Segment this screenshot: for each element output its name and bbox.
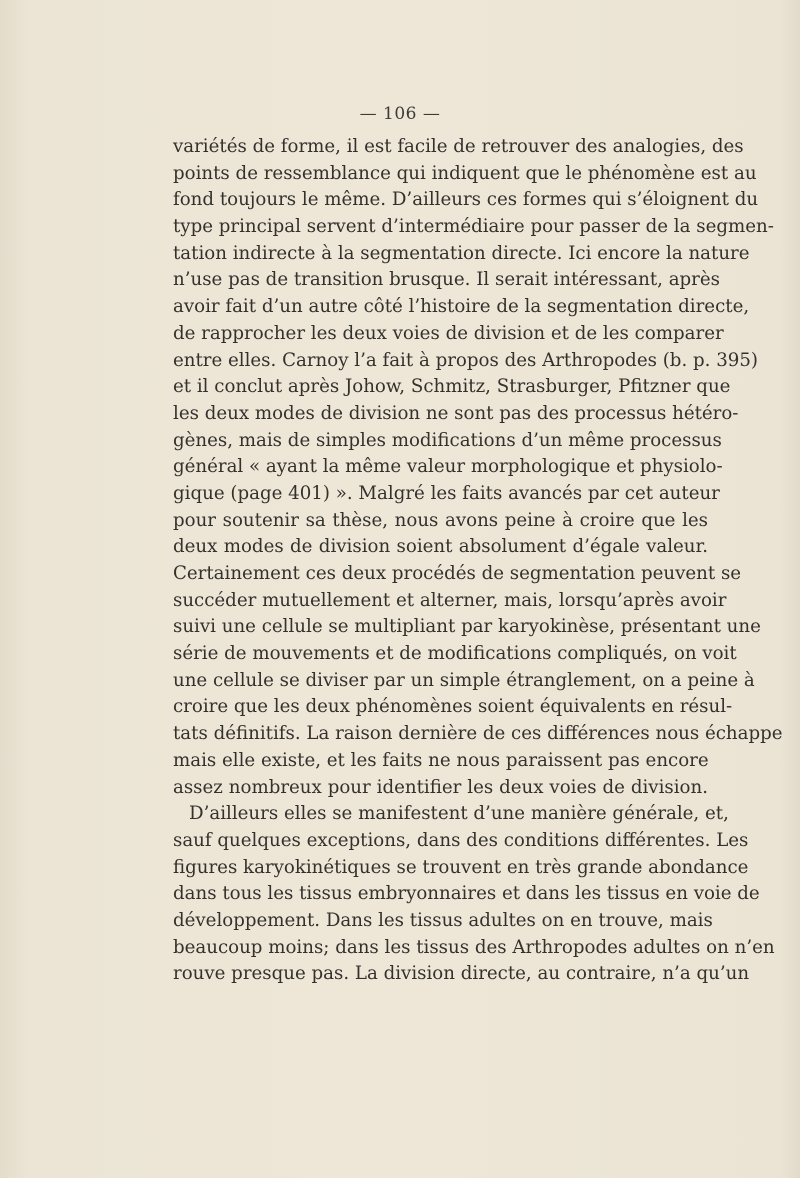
text-line: gènes, mais de simples modifications d’un même processus [173, 429, 722, 451]
text-line: une cellule se diviser par un simple étranglement, on a peine à [173, 669, 755, 691]
text-line: Certainement ces deux procédés de segmentation peuvent se [173, 563, 742, 584]
text-line: croire que les deux phénomènes soient équivalents en résul- [173, 696, 733, 718]
text-line: série de mouvements et de modifications compliqués, on voit [173, 643, 737, 665]
text-line: général « ayant la même valeur morphologique et physiolo- [173, 456, 723, 478]
text-line: et il conclut après Johow, Schmitz, Strasburger, Pfitzner que [173, 376, 731, 398]
text-line: pour soutenir sa thèse, nous avons peine à croire que les [173, 509, 708, 531]
text-line: tation indirecte à la segmentation directe. Ici encore la nature [173, 242, 750, 264]
text-line: succéder mutuellement et alterner, mais, lorsqu’après avoir [173, 589, 727, 611]
text-line: avoir fait d’un autre côté l’histoire de la segmentation directe, [173, 296, 750, 318]
text-line: beaucoup moins; dans les tissus des Arthropodes adultes on n’en [173, 936, 775, 958]
text-line: figures karyokinétiques se trouvent en très grande abondance [173, 856, 749, 878]
text-line: entre elles. Carnoy l’a fait à propos des Arthropodes (b. p. 395) [173, 349, 759, 371]
text-line: de rapprocher les deux voies de division et de les comparer [173, 322, 724, 344]
text-line: fond toujours le même. D’ailleurs ces formes qui s’éloignent du [173, 189, 759, 211]
text-line: gique (page 401) ». Malgré les faits avancés par cet auteur [173, 482, 720, 504]
body-text [173, 134, 783, 988]
text-line: deux modes de division soient absolument d’égale valeur. [173, 536, 708, 558]
text-line: suivi une cellule se multipliant par karyokinèse, présentant une [173, 616, 761, 638]
text-line: sauf quelques exceptions, dans des conditions différentes. Les [173, 829, 749, 851]
text-line: dans tous les tissus embryonnaires et dans les tissus en voie de [173, 883, 760, 905]
text-line: points de ressemblance qui indiquent que le phénomène est au [173, 162, 757, 184]
paragraph-start-line: D’ailleurs elles se manifestent d’une manière générale, et, [189, 803, 729, 825]
text-line: mais elle existe, et les faits ne nous paraissent pas encore [173, 749, 709, 771]
text-line: assez nombreux pour identifier les deux voies de division. [173, 776, 708, 798]
text-line: tats définitifs. La raison dernière de ces différences nous échappe [173, 723, 783, 745]
text-line: variétés de forme, il est facile de retrouver des analogies, des [173, 136, 744, 157]
page-number: — 106 — [359, 104, 441, 124]
text-line: type principal servent d’intermédiaire pour passer de la segmen- [173, 216, 774, 238]
text-line: rouve presque pas. La division directe, au contraire, n’a qu’un [173, 963, 750, 985]
text-line: les deux modes de division ne sont pas des processus hétéro- [173, 402, 739, 424]
text-line: développement. Dans les tissus adultes on en trouve, mais [173, 909, 713, 931]
text-line: n’use pas de transition brusque. Il serait intéressant, après [173, 269, 720, 291]
